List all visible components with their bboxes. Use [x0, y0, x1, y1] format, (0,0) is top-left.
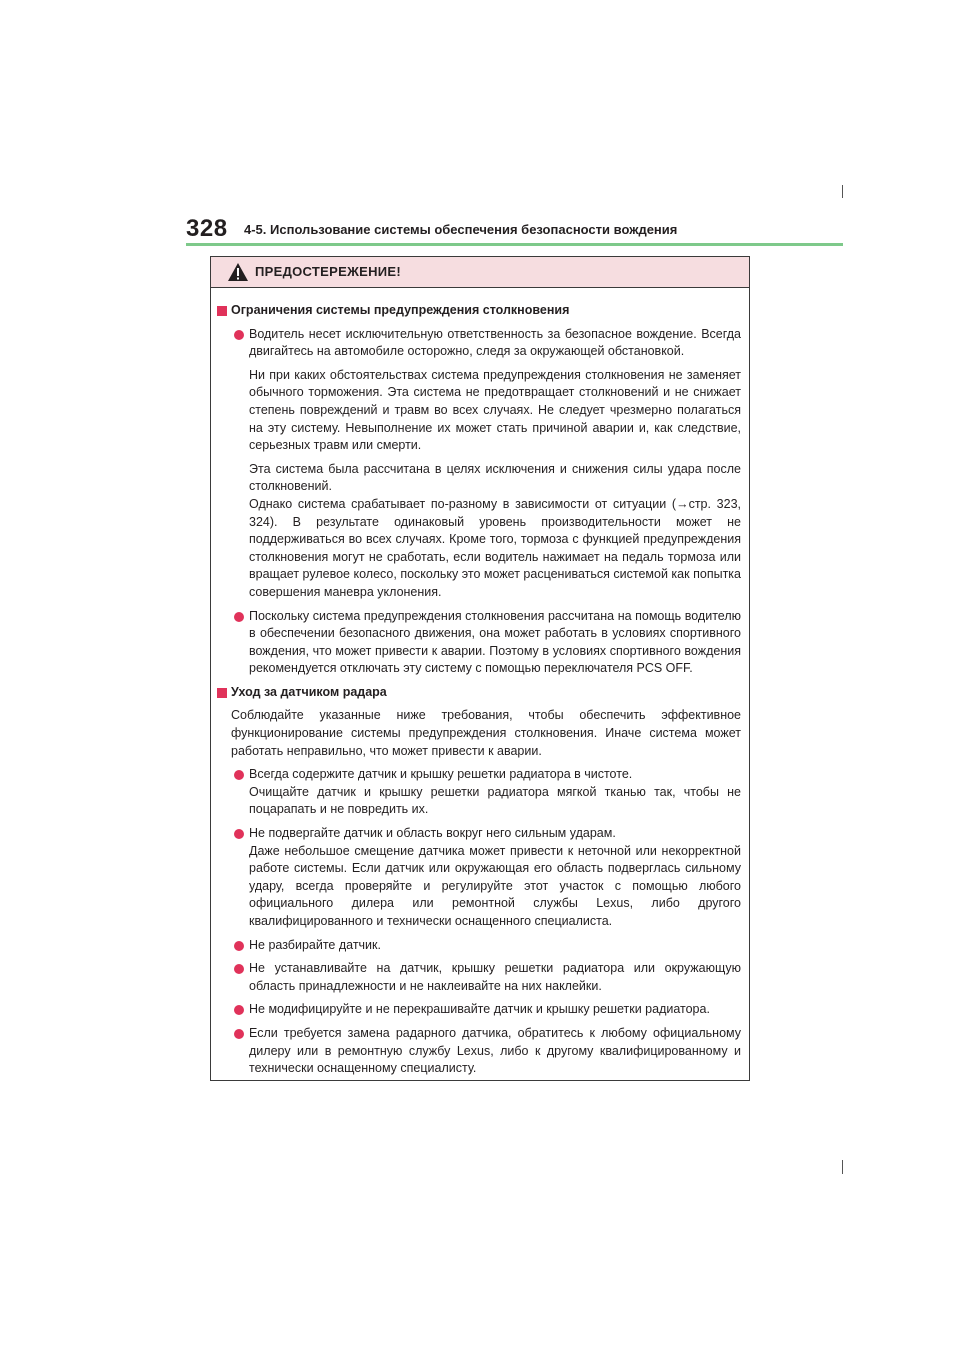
- header-rule: [186, 243, 843, 246]
- warning-box: [210, 256, 750, 1081]
- list-item: [217, 766, 741, 819]
- crop-mark-bottom: [842, 1160, 843, 1174]
- paragraph: Очищайте датчик и крышку решетки радиатора мягкой тканью так, чтобы не поцарапать и не повредить их.: [249, 784, 741, 817]
- section-title: 4-5. Использование системы обеспечения безопасности вождения: [244, 222, 678, 237]
- paragraph: Соблюдайте указанные ниже требования, чтобы обеспечить эффективное функционирование системы предупреждения столкновения. Иначе система может работать неправильно, что может привести к аварии.: [231, 708, 741, 758]
- list-item: [217, 825, 741, 931]
- warning-content: [211, 288, 749, 1078]
- paragraph: Если требуется замена радарного датчика, обратитесь к любому официальному дилеру или в ремонтную службу Lexus, либо к другому квалифицированному и технически оснащенному специалисту.: [249, 1025, 741, 1076]
- section-heading-radar-care: Уход за датчиком радара: [217, 684, 741, 702]
- warning-header: [211, 257, 749, 288]
- warning-title: ПРЕДОСТЕРЕЖЕНИЕ!: [255, 264, 402, 279]
- paragraph: Однако система срабатывает по-разному в зависимости от ситуации (→стр. 323, 324). В результате одинаковый уровень производительности может не поддерживаться во всех случаях. Кроме того, тормоза с функцией предупреждения столкновения могут не сработать, если водитель нажимает на педаль тормоза или вращает рулевое колесо, поскольку это может расцениваться системой как попытка совершения маневра уклонения.: [249, 496, 741, 599]
- paragraph: Эта система была рассчитана в целях исключения и снижения силы удара после столкновений.: [249, 461, 741, 494]
- paragraph: Не разбирайте датчик.: [249, 937, 381, 952]
- list-item: [217, 608, 741, 678]
- list-item: [217, 1001, 741, 1019]
- list-item: [217, 326, 741, 602]
- crop-mark-top: [842, 185, 843, 198]
- paragraph: Не модифицируйте и не перекрашивайте датчик и крышку решетки радиатора.: [249, 1002, 710, 1017]
- list-item: [217, 937, 741, 955]
- paragraph: Водитель несет исключительную ответственность за безопасное вождение. Всегда двигайтесь на автомобиле осторожно, следя за окружающей обстановкой.: [249, 326, 741, 359]
- list-item: [217, 1025, 741, 1078]
- page-number: 328: [186, 215, 228, 242]
- paragraph: Не подвергайте датчик и область вокруг него сильным ударам.: [249, 826, 616, 841]
- paragraph: Всегда содержите датчик и крышку решетки радиатора в чистоте.: [249, 767, 633, 782]
- paragraph: Не устанавливайте на датчик, крышку решетки радиатора или окружающую область принадлежности и не наклеивайте на них наклейки.: [249, 961, 741, 993]
- paragraph: Поскольку система предупреждения столкновения рассчитана на помощь водителю в обеспечении безопасного движения, она может работать в условиях спортивного вождения, что может привести к аварии. Поэтому в условиях спортивного вождения рекомендуется отключать эту систему с помощью переключателя PCS OFF.: [249, 608, 741, 676]
- paragraph: Ни при каких обстоятельствах система предупреждения столкновения не заменяет обычного торможения. Эта система не предотвращает столкновений и не снижает степень повреждений и травм во всех случаях. Не следует чрезмерно полагаться на эту систему. Невыполнение их может стать причиной аварии и, как следствие, серьезных травм или смерти.: [249, 367, 741, 453]
- paragraph: Даже небольшое смещение датчика может привести к неточной или некорректной работе системы. Если датчик или окружающая его область подверглась сильному удару, всегда проверяйте и регулируйте этот участок с помощью любого официального дилера или ремонтной службы Lexus, либо другого квалифицированного и технически оснащенного специалиста.: [249, 843, 741, 928]
- list-item: [217, 960, 741, 995]
- warning-triangle-icon: [227, 262, 249, 282]
- section-heading-limitations: Ограничения системы предупреждения столкновения: [217, 302, 741, 320]
